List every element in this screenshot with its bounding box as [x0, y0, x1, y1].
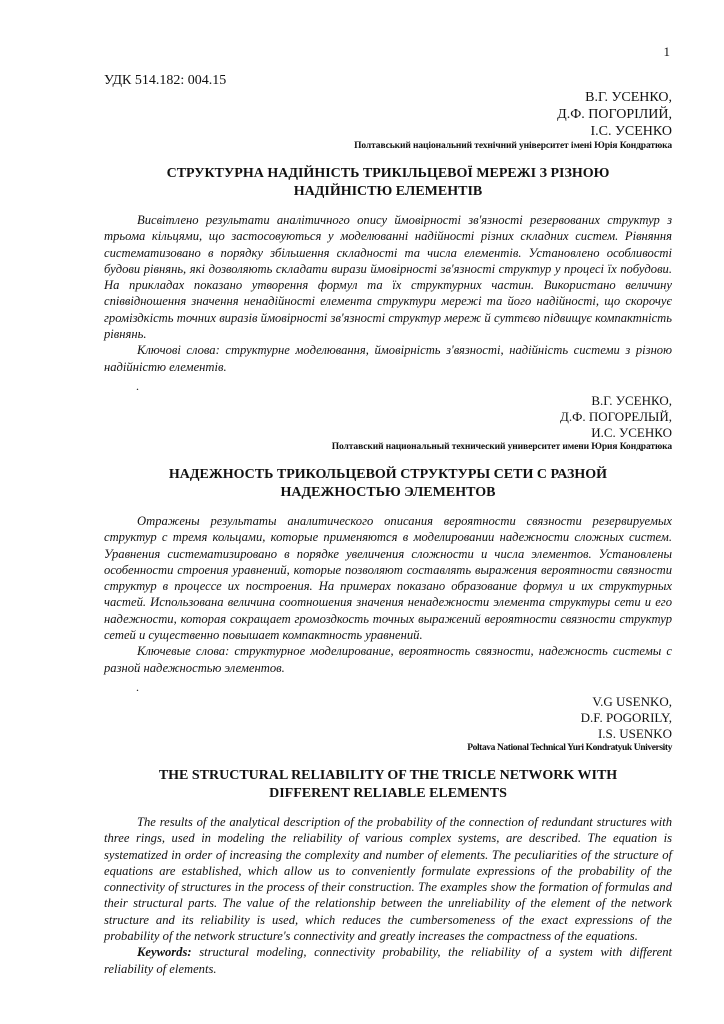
title-line: THE STRUCTURAL RELIABILITY OF THE TRICLE NETWORK WITH: [158, 767, 618, 783]
author: I.S. USENKO: [597, 725, 672, 741]
page-number: 1: [663, 44, 670, 59]
title-line: DIFFERENT RELIABLE ELEMENTS: [269, 785, 507, 801]
abstract-ru: [104, 513, 672, 676]
keywords-text: structural modeling, connectivity probability, the reliability of a system with different reliability of elements.: [104, 945, 673, 976]
abstract-text: The results of the analytical description of the probability of the connection of redundant structures with three rings, used in modeling the reliability of various complex systems, are described. The equation is systematized in order of increasing the complexity and number of elements. The peculiarities of the structure of equations are established, which allow us to conveniently formulate expressions of the probability of the connectivity of structures in the process of their construction. The examples show the formation of formulas and their structural parts. The value of the relationship between the unreliability of the element of the network structure and its reliability is used, which reduces the cumbersomeness of the exact expressions of the probability of the network structure's connectivity and greatly increases the compactness of the equations.: [104, 814, 672, 944]
authors-ru: [104, 393, 672, 441]
title-line: СТРУКТУРНА НАДІЙНІСТЬ ТРИКІЛЬЦЕВОЇ МЕРЕЖІ З РІЗНОЮ: [166, 166, 610, 181]
author: D.F. POGORILY,: [580, 709, 672, 725]
title-line: НАДЕЖНОСТЬЮ ЭЛЕМЕНТОВ: [280, 484, 496, 500]
affiliation-ua: Полтавський національний технічний університет імені Юрія Кондратюка: [354, 141, 672, 151]
keywords: [104, 944, 672, 977]
abstract-text: Отражены результаты аналитического описания вероятности связности резервируемых структур с тремя кольцами, которые применяются в моделировании надежности сложных систем. Уравнения систематизировано в порядке увеличения сложности и числа элементов. Установлены особенности строения уравнений, которые позволяют составлять выражения вероятности связности структур в процессе их построения. На примерах показано образование формул и их структурных частей. Использована величина соотношения значения ненадежности элемента структуры сети и его надежности, которая сокращает громоздкость точных выражений вероятности связности структур сетей и существенно повышает компактность уравнений.: [104, 513, 672, 643]
author: Д.Ф. ПОГОРЕЛЫЙ,: [559, 408, 672, 424]
affiliation-en: Poltava National Technical Yuri Kondratyuk University: [467, 742, 672, 753]
affiliation-ru: Полтавский национальный технический университет имени Юрия Кондратюка: [331, 441, 672, 452]
title-en: [104, 767, 672, 803]
author: И.С. УСЕНКО: [591, 424, 672, 440]
udk-code: УДК 514.182: 004.15: [104, 73, 227, 88]
authors-ua: [104, 89, 672, 140]
title-ua: [104, 165, 672, 201]
keywords-label: Keywords:: [137, 945, 192, 960]
authors-en: [104, 694, 672, 742]
author: В.Г. УСЕНКО,: [585, 90, 672, 105]
keywords: Ключевые слова: структурное моделирование, вероятность связности, надежность системы с разной надежностью элементов.: [104, 644, 672, 675]
separator-dot: .: [136, 378, 139, 393]
abstract-en: [104, 814, 672, 977]
author: Д.Ф. ПОГОРІЛИЙ,: [557, 107, 672, 122]
title-line: НАДІЙНІСТЮ ЕЛЕМЕНТІВ: [293, 184, 483, 199]
author: V.G USENKO,: [592, 693, 672, 709]
title-ru: [104, 466, 672, 502]
author: В.Г. УСЕНКО,: [591, 392, 672, 408]
author: І.С. УСЕНКО: [590, 124, 672, 139]
keywords: Ключові слова: структурне моделювання, ймовірність з'вязності, надійність системи з різною надійністю елементів.: [104, 343, 672, 374]
abstract-ua: [104, 212, 672, 375]
separator-dot: .: [136, 679, 139, 694]
abstract-text: Висвітлено результати аналітичного опису ймовірності зв'язності резервованих структур з трьома кільцями, що застосовуються у моделюванні надійності різних складних систем. Рівняння систематизовано в порядку збільшення складності та числа елементів. Установлено особливості будови рівнянь, які дозволяють складати вирази ймовірності зв'язності структур у процесі їх побудови. На прикладах показано утворення формул та їх структурних частин. Використано величину співвідношення значення ненадійності елемента структури мережі та його надійності, що скорочує громіздкість точних виразів ймовірності зв'язності структур мереж й суттєво підвищує компактність рівнянь.: [104, 213, 672, 342]
title-line: НАДЕЖНОСТЬ ТРИКОЛЬЦЕВОЙ СТРУКТУРЫ СЕТИ С РАЗНОЙ: [168, 466, 608, 482]
